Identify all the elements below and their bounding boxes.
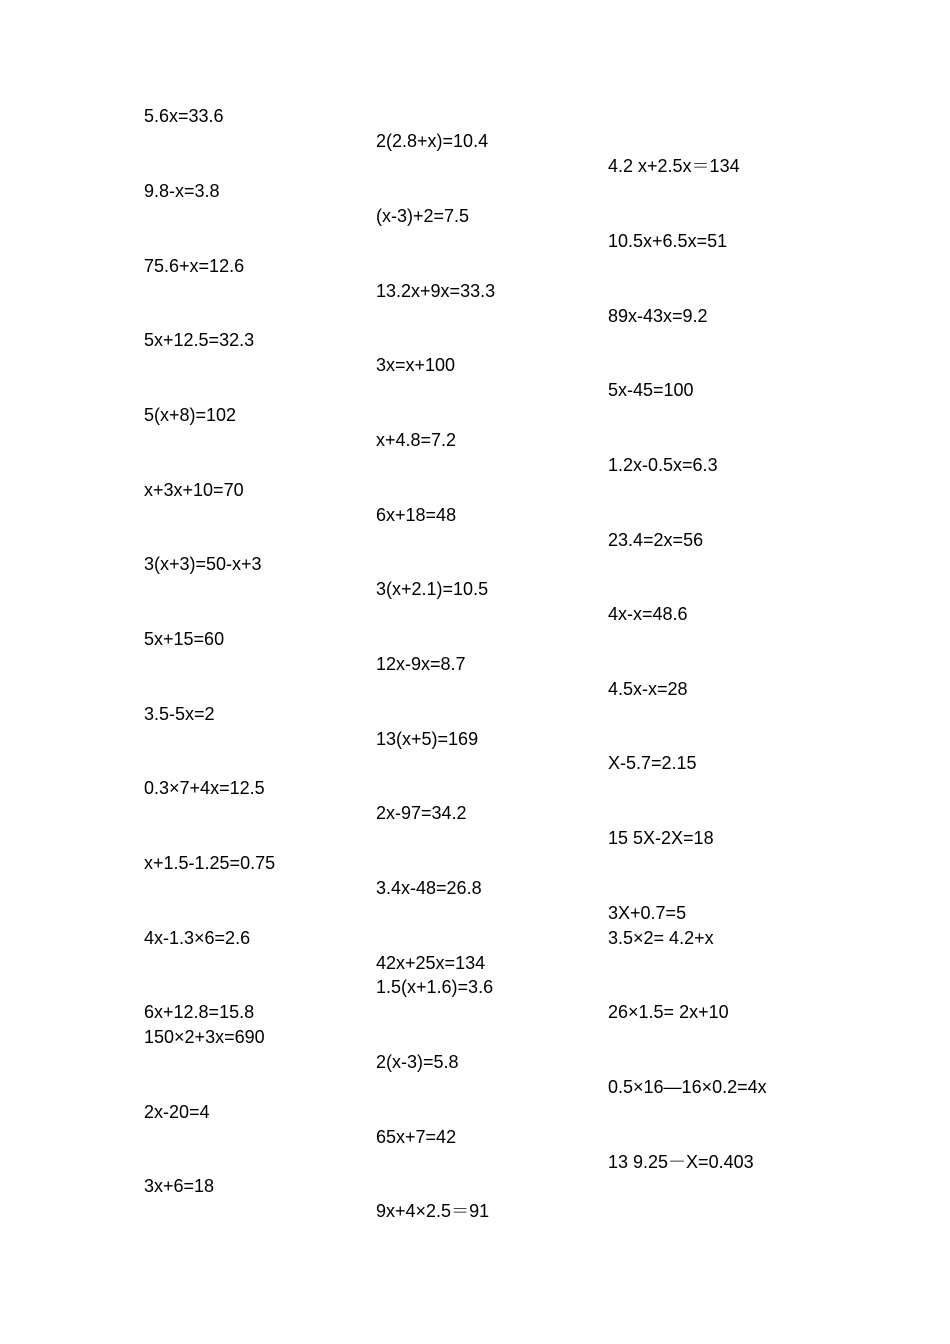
equation-item: (x-3)+2=7.5 bbox=[376, 206, 470, 226]
equation-item: 5x-45=100 bbox=[608, 380, 694, 400]
equation-item: 2(x-3)=5.8 bbox=[376, 1052, 459, 1072]
equation-item: 89x-43x=9.2 bbox=[608, 306, 708, 326]
equation-item: 2(2.8+x)=10.4 bbox=[376, 131, 489, 151]
equation-item: 3.5×2= 4.2+x bbox=[608, 928, 714, 948]
equation-item: 12x-9x=8.7 bbox=[376, 654, 466, 674]
equation-item: 9x+4×2.5＝91 bbox=[376, 1201, 490, 1221]
equation-item: 9.8-x=3.8 bbox=[144, 181, 220, 201]
equation-item: 1.2x-0.5x=6.3 bbox=[608, 455, 718, 475]
equation-item: 4.5x-x=28 bbox=[608, 679, 688, 699]
equation-item: 3(x+3)=50-x+3 bbox=[144, 554, 262, 574]
equation-item: 5x+15=60 bbox=[144, 629, 225, 649]
equation-item: 4x-x=48.6 bbox=[608, 604, 688, 624]
equation-item: 6x+18=48 bbox=[376, 505, 457, 525]
equation-item: 3.4x-48=26.8 bbox=[376, 878, 482, 898]
equation-item: 5(x+8)=102 bbox=[144, 405, 237, 425]
equation-item: 10.5x+6.5x=51 bbox=[608, 231, 728, 251]
equation-column-2 bbox=[376, 0, 606, 1344]
equation-item: X-5.7=2.15 bbox=[608, 753, 697, 773]
equation-item: x+3x+10=70 bbox=[144, 480, 244, 500]
equation-item: 5x+12.5=32.3 bbox=[144, 330, 255, 350]
equation-item: 75.6+x=12.6 bbox=[144, 256, 245, 276]
equation-item: 42x+25x=134 bbox=[376, 953, 486, 973]
equation-item: 3X+0.7=5 bbox=[608, 903, 687, 923]
equation-item: 150×2+3x=690 bbox=[144, 1027, 265, 1047]
equation-column-3 bbox=[608, 0, 838, 1344]
equation-item: 13.2x+9x=33.3 bbox=[376, 281, 496, 301]
equation-item: 65x+7=42 bbox=[376, 1127, 457, 1147]
equation-item: 23.4=2x=56 bbox=[608, 530, 704, 550]
equation-item: 0.5×16—16×0.2=4x bbox=[608, 1077, 767, 1097]
equation-item: 1.5(x+1.6)=3.6 bbox=[376, 977, 494, 997]
equation-item: 13(x+5)=169 bbox=[376, 729, 479, 749]
equation-item: 6x+12.8=15.8 bbox=[144, 1002, 255, 1022]
equation-item: 2x-20=4 bbox=[144, 1102, 210, 1122]
equation-item: 0.3×7+4x=12.5 bbox=[144, 778, 265, 798]
equation-item: 13 9.25－X=0.403 bbox=[608, 1152, 754, 1172]
equation-item: 3x=x+100 bbox=[376, 355, 456, 375]
equation-item: 15 5X-2X=18 bbox=[608, 828, 714, 848]
equation-item: 5.6x=33.6 bbox=[144, 106, 224, 126]
equation-item: 4x-1.3×6=2.6 bbox=[144, 928, 251, 948]
equation-item: 4.2 x+2.5x＝134 bbox=[608, 156, 740, 176]
equation-column-1 bbox=[144, 0, 374, 1344]
equation-item: 3.5-5x=2 bbox=[144, 704, 215, 724]
equation-item: x+1.5-1.25=0.75 bbox=[144, 853, 276, 873]
equation-item: 26×1.5= 2x+10 bbox=[608, 1002, 729, 1022]
equation-item: 2x-97=34.2 bbox=[376, 803, 467, 823]
equation-item: 3x+6=18 bbox=[144, 1176, 215, 1196]
equation-item: x+4.8=7.2 bbox=[376, 430, 457, 450]
equation-item: 3(x+2.1)=10.5 bbox=[376, 579, 489, 599]
